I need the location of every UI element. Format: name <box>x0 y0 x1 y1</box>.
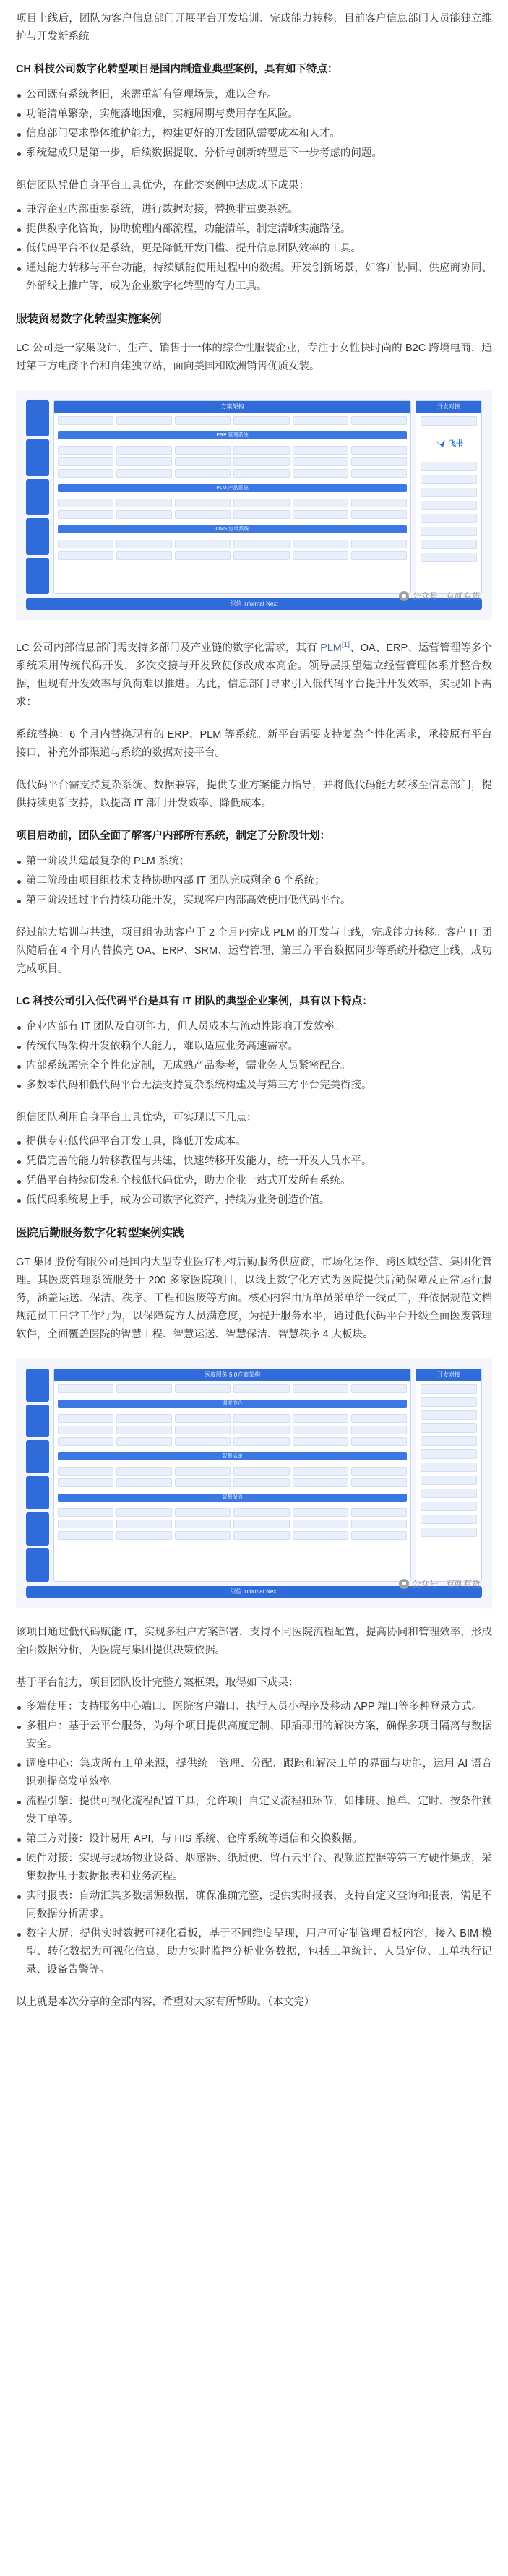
diagram-left-rail <box>26 1369 49 1582</box>
case-lc2-intro2: 织信团队利用自身平台工具优势，可实现以下几点： <box>16 1111 257 1124</box>
feishu-logo-text: 飞书 <box>449 439 463 448</box>
list-item: 通过能力转移与平台功能，持续赋能使用过程中的数据。开发创新场景，如客户协同、供应商协同、外部线上推广等，成为企业数字化转型的有力工具。 <box>16 259 492 296</box>
gt-paragraph-1: GT 集团股份有限公司是国内大型专业医疗机构后勤服务供应商，市场化运作、跨区域经营、集团化管理。其医废管理系统服务于 200 多家医院项目，以线上数字化方式为医院提供后勤保障及正常运行服务，涵盖运送、保洁、秩序、工程和医废等方面。核心内容由所单员采单给一线员工，并依据规范文档规范员工日常工作行为，以保障院方人员满意度，为提升服务水平，通过低代码平台升级全面医废管理软件，全面覆盖医院的智慧工程、智慧运送、智慧保洁、智慧秩序 4 大板块。 <box>16 1256 492 1340</box>
list-item: 第三阶段通过平台持续功能开发，实现客户内部高效使用低代码平台。 <box>16 892 492 910</box>
list-item: 第二阶段由项目组技术支持协助内部 IT 团队完成剩余 6 个系统； <box>16 872 492 890</box>
list-item: 传统代码架构开发依赖个人能力，难以适应业务高速需求。 <box>16 1038 492 1056</box>
list-item: 数字大屏：提供实时数据可视化看板，基于不同维度呈现，用户可定制管理看板内容，接入 BIM 模型、转化数据为可视化信息，助力实时监控分析业务数据，包括工单统计、人员定位、工单执行记录、设备告警等。 <box>16 1925 492 1979</box>
diagram-band-plm: PLM 产品系统 <box>58 484 407 492</box>
diagram-left-rail <box>26 400 49 594</box>
gt-paragraph-2: 该项目通过低代码赋能 IT，实现多租户方案部署，支持不同医院流程配置，提高协同和管理效率，形成全面数据分析，为医院与集团提供决策依据。 <box>16 1626 492 1656</box>
case-ch-features <box>16 86 492 163</box>
list-item: 第一阶段共建最复杂的 PLM 系统； <box>16 853 492 871</box>
diagram-right-panel <box>416 400 482 594</box>
list-item: 低代码平台不仅是系统，更是降低开发门槛、提升信息团队效率的工具。 <box>16 240 492 258</box>
diagram-band-erp: ERP 管理系统 <box>58 431 407 439</box>
list-item: 企业内部有 IT 团队及自研能力，但人员成本与流动性影响开发效率。 <box>16 1018 492 1036</box>
case-ch-heading: CH 科技公司数字化转型项目是国内制造业典型案例，具有如下特点： <box>16 64 338 75</box>
diagram-band-cleaning: 智慧保洁 <box>58 1494 407 1502</box>
diagram-right-panel <box>416 1369 482 1582</box>
case-ch-results <box>16 201 492 296</box>
section-title-gt: 医院后勤服务数字化转型案例实践 <box>16 1226 184 1239</box>
list-item: 调度中心：集成所有工单来源，提供统一管理、分配、跟踪和解决工单的界面与功能，运用 AI 语音识别提高发单效率。 <box>16 1755 492 1791</box>
case-lc2-heading: LC 科技公司引入低代码平台是具有 IT 团队的典型企业案例，具有以下特点： <box>16 995 373 1007</box>
list-item: 信息部门要求整体维护能力，构建更好的开发团队需要成本和人才。 <box>16 125 492 143</box>
lc-paragraph-1: LC 公司是一家集设计、生产、销售于一体的综合性服装企业，专注于女性快时尚的 B2C 跨境电商，通过第三方电商平台和自建独立站，面向美国和欧洲销售优质女装。 <box>16 343 492 372</box>
case-ch-intro2: 织信团队凭借自身平台工具优势，在此类案例中达成以下成果： <box>16 180 309 191</box>
architecture-diagram-gt <box>16 1358 492 1608</box>
closing-paragraph: 以上就是本次分享的全部内容，希望对大家有所帮助。（本文完） <box>16 1996 315 2008</box>
list-item: 流程引擎：提供可视化流程配置工具，允许项目自定义流程和环节，如排班、抢单、定时、按条件触发工单等。 <box>16 1793 492 1829</box>
lc-paragraph-3: 系统替换：6 个月内替换现有的 ERP、PLM 等系统。新平台需要支持复杂个性化需求，承接原有平台接口，补充外部渠道与系统的数据对接平台。 <box>16 728 492 759</box>
list-item: 实时报表：自动汇集多数据源数据，确保准确完整，提供实时报表，支持自定义查询和报表，满足不同数据分析需求。 <box>16 1887 492 1924</box>
list-item: 低代码系统易上手，成为公司数字化资产，持续为业务创造价值。 <box>16 1192 492 1210</box>
list-item: 多端使用：支持服务中心端口、医院客户端口、执行人员小程序及移动 APP 端口等多种登录方式。 <box>16 1698 492 1716</box>
diagram-top-label: 方案架构 <box>54 401 410 413</box>
footnote-ref[interactable]: [1] <box>341 641 350 649</box>
list-item: 提供数字化咨询，协助梳理内部流程，功能清单，制定清晰实施路径。 <box>16 220 492 238</box>
diagram-main-panel <box>53 1369 411 1582</box>
intro-tail-paragraph: 项目上线后，团队为客户信息部门开展平台开发培训、完成能力转移，目前客户信息部门人员能独立维护与开发新系统。 <box>16 13 492 43</box>
list-item: 硬件对接：实现与现场物业设备、烟感器、纸质便、留石云平台、视频监控器等第三方硬件集成，采集数据用于数据报表和业务流程。 <box>16 1850 492 1886</box>
list-item: 公司既有系统老旧，来需重新有管理场景，难以舍弃。 <box>16 86 492 104</box>
lc-phases <box>16 853 492 910</box>
watermark: 公众号 · 有颜有货 <box>399 1579 481 1589</box>
list-item: 系统建成只是第一步，后续数据提取、分析与创新转型是下一步考虑的问题。 <box>16 145 492 163</box>
lc-paragraph-4: 低代码平台需支持复杂系统、数据兼容，提供专业方案能力指导，并将低代码能力转移至信息部门，提供持续更新支持，以提高 IT 部门开发效率、降低成本。 <box>16 779 492 809</box>
wechat-icon <box>399 1579 409 1589</box>
diagram-top-label: 医废服务 5.0方案架构 <box>54 1369 410 1381</box>
feishu-logo <box>421 433 477 455</box>
list-item: 第三方对接：设计易用 API，与 HIS 系统、仓库系统等通信和交换数据。 <box>16 1830 492 1848</box>
list-item: 提供专业低代码平台开发工具，降低开发成本。 <box>16 1133 492 1151</box>
gt-results <box>16 1698 492 1979</box>
diagram-band-transport: 智慧运送 <box>58 1452 407 1460</box>
watermark: 公众号 · 有颜有货 <box>399 591 481 601</box>
list-item: 多数零代码和低代码平台无法支持复杂系统构建及与第三方平台完美衔接。 <box>16 1077 492 1095</box>
list-item: 功能清单繁杂，实施落地困难，实施周期与费用存在风险。 <box>16 105 492 124</box>
case-lc2-results <box>16 1133 492 1210</box>
case-lc2-features <box>16 1018 492 1095</box>
list-item: 内部系统需完全个性化定制，无成熟产品参考，需业务人员紧密配合。 <box>16 1057 492 1075</box>
diagram-bottom-label: 织信 Informat Next <box>26 598 482 610</box>
diagram-band-dispatch: 调度中心 <box>58 1400 407 1408</box>
list-item: 兼容企业内部重要系统，进行数据对接，替换非重要系统。 <box>16 201 492 219</box>
list-item: 多租户：基于云平台服务，为每个项目提供高度定制、即插即用的解决方案，确保多项目隔离与数据安全。 <box>16 1718 492 1754</box>
gt-intro3: 基于平台能力，项目团队设计完整方案框架，取得如下成果： <box>16 1676 299 1689</box>
lc-paragraph-2: LC 公司内部信息部门需支持多部门及产业链的数字化需求，其有 PLM[1]、OA、ERP、运营管理等多个系统采用传统代码开发，多次交接与开发致使修改成本高企。领导层期望建立经营管理体系并整合数据，但现有开发效率与负荷难以推进。为此，信息部门寻求引入低代码平台提升开发效率，实现如下需求： <box>16 641 493 708</box>
list-item: 凭借平台持续研发和全栈低代码优势，助力企业一站式开发所有系统。 <box>16 1172 492 1190</box>
lc-phase-heading: 项目启动前，团队全面了解客户内部所有系统，制定了分阶段计划： <box>16 830 330 842</box>
lc-paragraph-5: 经过能力培训与共建，项目组协助客户于 2 个月内完成 PLM 的开发与上线，完成能力转移。客户 IT 团队随后在 4 个月内替换完 OA、ERP、SRM、运营管理、第三方平台数据同步等系统并稳定上线，成功完成项目。 <box>16 926 492 975</box>
diagram-band-oms: OMS 订单系统 <box>58 525 407 533</box>
diagram-right-label: 开发对接 <box>416 401 481 413</box>
diagram-bottom-label: 织信 Informat Next <box>26 1586 482 1598</box>
diagram-main-panel <box>53 400 411 594</box>
section-title-lc: 服装贸易数字化转型实施案例 <box>16 313 162 325</box>
diagram-right-label: 开发对接 <box>416 1369 481 1381</box>
architecture-diagram-lc <box>16 390 492 620</box>
feishu-logo-icon <box>434 439 446 449</box>
list-item: 凭借完善的能力转移教程与共建，快速转移开发能力，统一开发人员水平。 <box>16 1153 492 1171</box>
plm-link[interactable]: PLM <box>320 642 342 654</box>
wechat-icon <box>399 591 409 601</box>
